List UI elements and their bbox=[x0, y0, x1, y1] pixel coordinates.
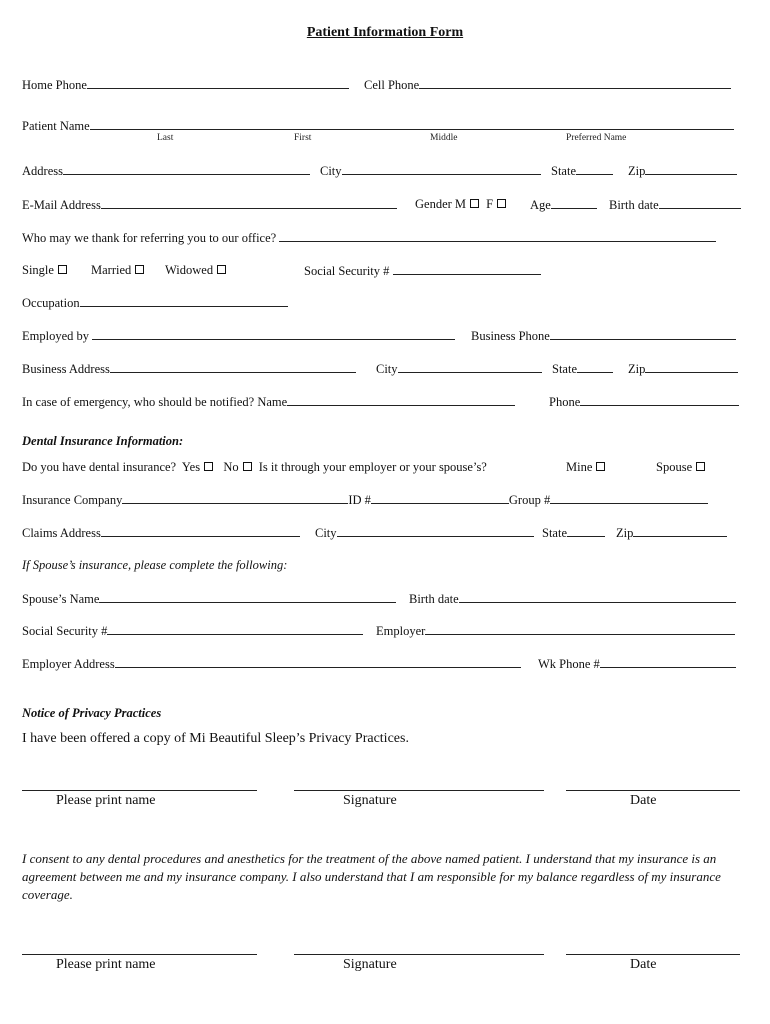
birth-date-field[interactable] bbox=[659, 197, 741, 209]
name-last-sublabel: Last bbox=[157, 133, 174, 143]
name-middle-sublabel: Middle bbox=[430, 133, 458, 143]
occupation-row bbox=[22, 295, 288, 311]
consent-signature-line[interactable] bbox=[294, 954, 544, 955]
consent-date-label: Date bbox=[630, 957, 657, 972]
claims-state-row bbox=[542, 525, 605, 541]
employed-by-field[interactable] bbox=[92, 328, 455, 340]
email-label: E-Mail Address bbox=[22, 198, 101, 212]
name-preferred-sublabel: Preferred Name bbox=[566, 133, 627, 143]
gender-m-checkbox[interactable] bbox=[470, 199, 479, 208]
ssn-label: Social Security # bbox=[304, 264, 390, 278]
gender-m-label: M bbox=[454, 197, 467, 211]
email-row bbox=[22, 197, 397, 213]
spouse-name-row bbox=[22, 591, 396, 607]
spouse-note: If Spouse’s insurance, please complete the following: bbox=[22, 558, 288, 572]
group-field[interactable] bbox=[550, 492, 708, 504]
claims-state-field[interactable] bbox=[567, 525, 605, 537]
business-state-label: State bbox=[552, 362, 577, 376]
claims-address-label: Claims Address bbox=[22, 526, 101, 540]
spouse-option bbox=[656, 460, 709, 475]
business-phone-row bbox=[471, 328, 736, 344]
have-insurance-label: Do you have dental insurance? bbox=[22, 460, 177, 474]
city-label: City bbox=[320, 164, 342, 178]
yes-label: Yes bbox=[181, 460, 201, 474]
employer-address-row bbox=[22, 656, 521, 672]
age-field[interactable] bbox=[551, 197, 597, 209]
business-phone-label: Business Phone bbox=[471, 329, 550, 343]
business-zip-row bbox=[628, 361, 738, 377]
consent-print-name-label: Please print name bbox=[56, 957, 156, 972]
cell-phone-label: Cell Phone bbox=[364, 78, 420, 92]
employed-by-label: Employed by bbox=[22, 329, 90, 343]
mine-option bbox=[566, 460, 609, 475]
city-row bbox=[320, 163, 541, 179]
consent-date-line[interactable] bbox=[566, 954, 740, 955]
privacy-print-name-line[interactable] bbox=[22, 790, 257, 791]
emergency-row bbox=[22, 394, 515, 410]
privacy-heading: Notice of Privacy Practices bbox=[22, 706, 162, 720]
business-zip-field[interactable] bbox=[645, 361, 738, 373]
insurance-heading: Dental Insurance Information: bbox=[22, 434, 184, 448]
occupation-label: Occupation bbox=[22, 296, 80, 310]
business-address-row bbox=[22, 361, 356, 377]
address-label: Address bbox=[22, 164, 63, 178]
claims-city-row bbox=[315, 525, 534, 541]
patient-name-field[interactable] bbox=[90, 118, 734, 130]
birth-date-row bbox=[609, 197, 741, 213]
state-row bbox=[551, 163, 613, 179]
home-phone-field[interactable] bbox=[87, 77, 349, 89]
employer-field[interactable] bbox=[425, 623, 735, 635]
emergency-phone-label: Phone bbox=[549, 395, 581, 409]
business-phone-field[interactable] bbox=[550, 328, 736, 340]
wk-phone-label: Wk Phone # bbox=[538, 657, 600, 671]
birth-date-label: Birth date bbox=[609, 198, 659, 212]
gender-f-checkbox[interactable] bbox=[497, 199, 506, 208]
privacy-print-name-label: Please print name bbox=[56, 793, 156, 808]
state-label: State bbox=[551, 164, 576, 178]
married-label: Married bbox=[91, 263, 132, 277]
form-title: Patient Information Form bbox=[306, 25, 464, 40]
occupation-field[interactable] bbox=[80, 295, 288, 307]
business-city-row bbox=[376, 361, 542, 377]
address-field[interactable] bbox=[63, 163, 310, 175]
state-field[interactable] bbox=[576, 163, 613, 175]
business-city-field[interactable] bbox=[398, 361, 542, 373]
employer-address-label: Employer Address bbox=[22, 657, 115, 671]
ssn-field[interactable] bbox=[393, 263, 541, 275]
consent-print-name-line[interactable] bbox=[22, 954, 257, 955]
spouse-birth-date-row bbox=[409, 591, 736, 607]
business-address-label: Business Address bbox=[22, 362, 110, 376]
claims-zip-field[interactable] bbox=[633, 525, 727, 537]
employed-by-row bbox=[22, 328, 455, 344]
emergency-phone-field[interactable] bbox=[580, 394, 739, 406]
zip-label: Zip bbox=[628, 164, 646, 178]
zip-field[interactable] bbox=[645, 163, 737, 175]
emergency-label: In case of emergency, who should be notified? Name bbox=[22, 395, 288, 409]
home-phone-row bbox=[22, 77, 349, 93]
city-field[interactable] bbox=[342, 163, 541, 175]
business-zip-label: Zip bbox=[628, 362, 646, 376]
claims-address-row bbox=[22, 525, 300, 541]
spouse-label: Spouse bbox=[656, 460, 693, 474]
single-option bbox=[22, 263, 71, 278]
spouse-birth-date-field[interactable] bbox=[459, 591, 736, 603]
married-option bbox=[91, 263, 148, 278]
single-label: Single bbox=[22, 263, 54, 277]
spouse-name-field[interactable] bbox=[99, 591, 396, 603]
widowed-option bbox=[165, 263, 230, 278]
privacy-signature-label: Signature bbox=[343, 793, 397, 808]
name-first-sublabel: First bbox=[294, 133, 312, 143]
cell-phone-field[interactable] bbox=[419, 77, 731, 89]
address-row bbox=[22, 163, 310, 179]
spouse-name-label: Spouse’s Name bbox=[22, 592, 100, 606]
privacy-date-label: Date bbox=[630, 793, 657, 808]
emergency-phone-row bbox=[549, 394, 739, 410]
spouse-ssn-field[interactable] bbox=[107, 623, 363, 635]
emergency-name-field[interactable] bbox=[287, 394, 515, 406]
email-field[interactable] bbox=[101, 197, 397, 209]
have-insurance-row bbox=[22, 460, 487, 475]
spouse-ssn-label: Social Security # bbox=[22, 624, 108, 638]
claims-state-label: State bbox=[542, 526, 567, 540]
claims-address-field[interactable] bbox=[101, 525, 300, 537]
id-label: ID # bbox=[348, 493, 371, 507]
home-phone-label: Home Phone bbox=[22, 78, 87, 92]
claims-city-field[interactable] bbox=[337, 525, 534, 537]
widowed-label: Widowed bbox=[165, 263, 214, 277]
wk-phone-field[interactable] bbox=[600, 656, 736, 668]
patient-name-row bbox=[22, 118, 734, 134]
consent-statement: I consent to any dental procedures and anesthetics for the treatment of the above named patient. I understand that my insurance is an agreement between me and my insurance company. I also understand that I am responsible for my balance regardless of my insurance coverage. bbox=[22, 851, 721, 902]
business-city-label: City bbox=[376, 362, 398, 376]
spouse-birth-date-label: Birth date bbox=[409, 592, 459, 606]
group-label: Group # bbox=[508, 493, 551, 507]
privacy-signature-line[interactable] bbox=[294, 790, 544, 791]
mine-checkbox[interactable] bbox=[596, 462, 605, 471]
referral-field[interactable] bbox=[279, 230, 716, 242]
business-address-field[interactable] bbox=[110, 361, 356, 373]
privacy-statement: I have been offered a copy of Mi Beautiful Sleep’s Privacy Practices. bbox=[22, 731, 409, 746]
gender-row bbox=[415, 197, 510, 212]
consent-signature-label: Signature bbox=[343, 957, 397, 972]
employer-row bbox=[376, 623, 735, 639]
insurance-company-field[interactable] bbox=[122, 492, 348, 504]
no-checkbox[interactable] bbox=[243, 462, 252, 471]
patient-name-label: Patient Name bbox=[22, 119, 90, 133]
single-checkbox[interactable] bbox=[58, 265, 67, 274]
claims-zip-row bbox=[616, 525, 727, 541]
married-checkbox[interactable] bbox=[135, 265, 144, 274]
age-row bbox=[530, 197, 597, 213]
gender-f-label: F bbox=[486, 197, 494, 211]
referral-row bbox=[22, 230, 716, 246]
insurance-company-row bbox=[22, 492, 708, 508]
referral-label: Who may we thank for referring you to our office? bbox=[22, 231, 277, 245]
widowed-checkbox[interactable] bbox=[217, 265, 226, 274]
business-state-field[interactable] bbox=[577, 361, 613, 373]
through-whom-label: Is it through your employer or your spouse’s? bbox=[258, 460, 487, 474]
privacy-date-line[interactable] bbox=[566, 790, 740, 791]
insurance-company-label: Insurance Company bbox=[22, 493, 123, 507]
employer-label: Employer bbox=[376, 624, 426, 638]
ssn-row bbox=[304, 263, 541, 279]
spouse-ssn-row bbox=[22, 623, 363, 639]
zip-row bbox=[628, 163, 737, 179]
employer-address-field[interactable] bbox=[115, 656, 521, 668]
age-label: Age bbox=[530, 198, 551, 212]
gender-label: Gender bbox=[415, 197, 452, 211]
cell-phone-row bbox=[364, 77, 731, 93]
business-state-row bbox=[552, 361, 613, 377]
id-field[interactable] bbox=[371, 492, 509, 504]
no-label: No bbox=[223, 460, 239, 474]
mine-label: Mine bbox=[566, 460, 593, 474]
wk-phone-row bbox=[538, 656, 736, 672]
spouse-checkbox[interactable] bbox=[696, 462, 705, 471]
claims-city-label: City bbox=[315, 526, 337, 540]
yes-checkbox[interactable] bbox=[204, 462, 213, 471]
claims-zip-label: Zip bbox=[616, 526, 634, 540]
